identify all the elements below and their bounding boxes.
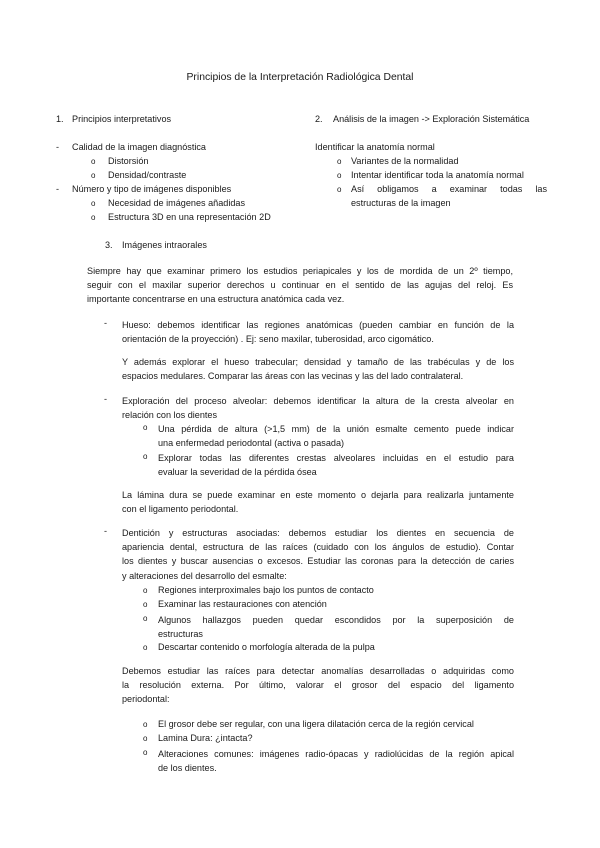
sub-list-item: Algunos hallazgos pueden quedar escondidos por la superposición de estructuras: [158, 615, 514, 640]
circle-bullet-icon: o: [91, 171, 96, 180]
circle-bullet-icon: o: [337, 157, 342, 166]
circle-bullet-icon: o: [337, 171, 342, 180]
sub-list-item: Distorsión: [108, 156, 149, 166]
sub-list-item: Intentar identificar toda la anatomía normal: [351, 170, 524, 180]
list-bullet: -: [104, 394, 108, 404]
circle-bullet-icon: o: [91, 157, 96, 166]
sub-list-item: El grosor debe ser regular, con una ligera dilatación cerca de la región cervical: [158, 719, 474, 729]
list-item: Número y tipo de imágenes disponibles: [72, 184, 232, 194]
section-1-heading: Principios interpretativos: [72, 114, 172, 124]
sub-list-item: Así obligamos a examinar todas las: [351, 184, 547, 194]
sub-list-item: Explorar todas las diferentes crestas alveolares incluidas en el estudio para evaluar la severidad de la pérdida ósea: [158, 453, 514, 478]
section-2-number: 2.: [315, 114, 323, 124]
circle-bullet-icon: o: [143, 452, 148, 461]
page-title: Principios de la Interpretación Radiológica Dental: [186, 72, 414, 83]
sub-list-item: Una pérdida de altura (>1,5 mm) de la unión esmalte cemento puede indicar una enfermedad periodontal (activa o pasada): [158, 424, 514, 449]
sub-list-item: Descartar contenido o morfología alterada de la pulpa: [158, 642, 375, 652]
alveolar-paragraph: Exploración del proceso alveolar: debemos identificar la altura de la cresta alveolar en relación con los dientes: [122, 396, 514, 421]
circle-bullet-icon: o: [91, 199, 96, 208]
list-item: Calidad de la imagen diagnóstica: [72, 142, 206, 152]
sub-list-item: Densidad/contraste: [108, 170, 187, 180]
section-2-intro: Identificar la anatomía normal: [315, 142, 435, 152]
raices-paragraph: Debemos estudiar las raíces para detectar anomalías desarrolladas o adquiridas como la resolución externa. Por último, valorar el grosor del espacio del ligamento periodontal:: [122, 666, 514, 705]
circle-bullet-icon: o: [143, 643, 148, 652]
intro-paragraph: Siempre hay que examinar primero los estudios periapicales y los de mordida de un 2º tiempo, seguir con el maxilar superior derechos u continuar en el sentido de las agujas del reloj. Es importante concentrarse en una estructura anatómica cada vez.: [87, 266, 513, 305]
hueso-paragraph: Hueso: debemos identificar las regiones anatómicas (pueden cambiar en función de la orientación de la proyección) . Ej: seno maxilar, tuberosidad, arco cigomático.: [122, 320, 514, 345]
denticion-paragraph: Dentición y estructuras asociadas: debemos estudiar los dientes en secuencia de apariencia dental, estructura de las raíces (cuidado con los ángulos de estudio). Contar los dientes y buscar ausencias o excesos. Estudiar las coronas para la detección de caries y alteraciones del desarrollo del esmalte:: [122, 528, 514, 581]
list-bullet: -: [56, 142, 60, 152]
circle-bullet-icon: o: [91, 213, 96, 222]
list-bullet: -: [56, 184, 60, 194]
sub-list-item: Variantes de la normalidad: [351, 156, 459, 166]
sub-list-item: Regiones interproximales bajo los puntos de contacto: [158, 585, 374, 595]
sub-list-item: Examinar las restauraciones con atención: [158, 599, 327, 609]
circle-bullet-icon: o: [143, 720, 148, 729]
circle-bullet-icon: o: [143, 586, 148, 595]
circle-bullet-icon: o: [143, 423, 148, 432]
sub-list-item: Estructura 3D en una representación 2D: [108, 212, 271, 222]
circle-bullet-icon: o: [337, 185, 342, 194]
list-bullet: -: [104, 526, 108, 536]
circle-bullet-icon: o: [143, 748, 148, 757]
list-bullet: -: [104, 318, 108, 328]
section-3-number: 3.: [105, 240, 113, 250]
circle-bullet-icon: o: [143, 600, 148, 609]
sub-list-item: Necesidad de imágenes añadidas: [108, 198, 246, 208]
lamina-paragraph: La lámina dura se puede examinar en este momento o dejarla para realizarla juntamente con el ligamento periodontal.: [122, 490, 514, 515]
sub-list-item: Lamina Dura: ¿intacta?: [158, 733, 253, 743]
sub-list-item-continuation: estructuras de la imagen: [351, 198, 451, 208]
section-1-number: 1.: [56, 114, 64, 124]
circle-bullet-icon: o: [143, 734, 148, 743]
circle-bullet-icon: o: [143, 614, 148, 623]
section-2-heading: Análisis de la imagen -> Exploración Sistemática: [333, 114, 530, 124]
sub-list-item: Alteraciones comunes: imágenes radio-ópacas y radiolúcidas de la región apical de los dientes.: [158, 749, 514, 774]
hueso-paragraph-2: Y además explorar el hueso trabecular; densidad y tamaño de las trabéculas y de los espacios medulares. Comparar las áreas con las vecinas y las del lado contralateral.: [122, 357, 514, 382]
section-3-heading: Imágenes intraorales: [122, 240, 207, 250]
